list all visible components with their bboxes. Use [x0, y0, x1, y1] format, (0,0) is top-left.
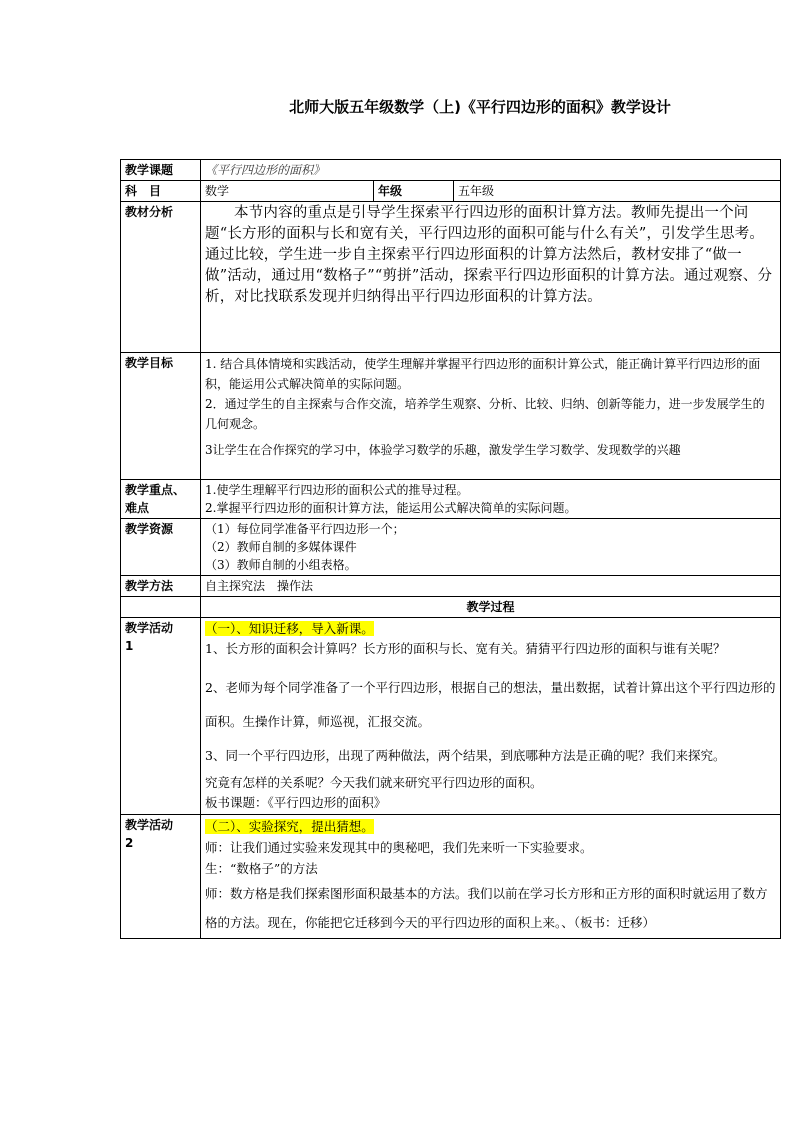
lesson-plan-table — [120, 159, 781, 939]
method-value: 自主探究法 操作法 — [201, 576, 781, 597]
resources-row — [121, 519, 781, 576]
method-row — [121, 576, 781, 597]
activity1-cell — [201, 618, 781, 815]
subject-value: 数学 — [201, 181, 374, 202]
subject-label: 科 目 — [121, 181, 201, 202]
activity2-label — [121, 815, 201, 939]
activity1-row — [121, 618, 781, 815]
keypoint-item: 2.掌握平行四边形的面积计算方法，能运用公式解决简单的实际问题。 — [205, 501, 577, 515]
activity2-label-num: 2 — [125, 836, 134, 850]
activity2-row — [121, 815, 781, 939]
grade-label: 年级 — [374, 181, 454, 202]
activity1-paragraph: 1、长方形的面积会计算吗？长方形的面积与长、宽有关。猜猜平行四边形的面积与谁有关呢？ — [205, 641, 726, 656]
activity1-paragraph: 究竟有怎样的关系呢？今天我们就来研究平行四边形的面积。 — [205, 775, 543, 790]
keypoint-item: 1.使学生理解平行四边形的面积公式的推导过程。 — [205, 483, 469, 497]
method-label: 教学方法 — [121, 576, 201, 597]
activity2-paragraph: 师：数方格是我们探索图形面积最基本的方法。我们以前在学习长方形和正方形的面积时就运用了数方格的方法。现在，你能把它迁移到今天的平行四边形的面积上来。、（板书：迁移） — [205, 886, 768, 930]
activity2-paragraph: 生：“数格子”的方法 — [205, 861, 318, 876]
keypoints-row — [121, 480, 781, 519]
resources-cell — [201, 519, 781, 576]
activity1-label-text: 教学活动 — [125, 621, 174, 635]
process-heading: 教学过程 — [201, 597, 781, 618]
grade-value: 五年级 — [454, 181, 781, 202]
process-header-row — [121, 597, 781, 618]
topic-value: 《平行四边形的面积》 — [201, 160, 781, 181]
analysis-row — [121, 202, 781, 353]
activity2-cell — [201, 815, 781, 939]
activity2-label-text: 教学活动 — [125, 818, 174, 832]
goal-item: 3让学生在合作探究的学习中，体验学习数学的乐趣，激发学生学习数学、发现数学的兴趣 — [205, 443, 681, 457]
analysis-label: 教材分析 — [121, 202, 201, 353]
activity1-paragraph: 板书课题：《平行四边形的面积》 — [205, 795, 387, 810]
activity1-heading: （一）、知识迁移，导入新课。 — [205, 621, 374, 636]
analysis-cell — [201, 202, 781, 353]
resources-label: 教学资源 — [121, 519, 201, 576]
document-title: 北师大版五年级数学（上)《平行四边形的面积》教学设计 — [289, 98, 671, 116]
topic-label: 教学课题 — [121, 160, 201, 181]
analysis-text: 本节内容的重点是引导学生探索平行四边形的面积计算方法。教师先提出一个问题“长方形的面积与长和宽有关，平行四边形的面积可能与什么有关”，引发学生思考。通过比较，学生进一步自主探索平行四边形面积的计算方法然后，教材安排了“做一做”活动，通过用“数格子”“剪拼”活动，探索平行四边形面积的计算方法。通过观察、分析，对比找联系发现并归纳得出平行四边形面积的计算方法。 — [205, 205, 773, 305]
resource-item: （2）教师自制的多媒体课件 — [205, 540, 357, 554]
activity1-label-num: 1 — [125, 639, 134, 653]
goals-label: 教学目标 — [121, 353, 201, 480]
resource-item: （1）每位同学准备平行四边形一个； — [205, 522, 405, 536]
keypoints-cell — [201, 480, 781, 519]
activity1-label — [121, 618, 201, 815]
activity2-paragraph: 师：让我们通过实验来发现其中的奥秘吧，我们先来听一下实验要求。 — [205, 840, 593, 855]
topic-row — [121, 160, 781, 181]
goals-cell — [201, 353, 781, 480]
goals-row — [121, 353, 781, 480]
activity1-paragraph: 3、同一个平行四边形，出现了两种做法，两个结果，到底哪种方法是正确的呢？我们来探究。 — [205, 748, 726, 763]
subject-row — [121, 181, 781, 202]
activity2-heading: （二）、实验探究，提出猜想。 — [205, 819, 374, 834]
goal-item: 1. 结合具体情境和实践活动，使学生理解并掌握平行四边形的面积计算公式，能正确计算平行四边形的面积，能运用公式解决简单的实际问题。 — [205, 357, 761, 391]
resource-item: （3）教师自制的小组表格。 — [205, 558, 357, 572]
activity1-paragraph: 2、老师为每个同学准备了一个平行四边形，根据自己的想法，量出数据，试着计算出这个平行四边形的面积。生操作计算，师巡视，汇报交流。 — [205, 680, 776, 729]
keypoints-label: 教学重点、难点 — [121, 480, 201, 519]
goal-item: 2．通过学生的自主探索与合作交流，培养学生观察、分析、比较、归纳、创新等能力，进一步发展学生的几何观念。 — [205, 397, 765, 431]
